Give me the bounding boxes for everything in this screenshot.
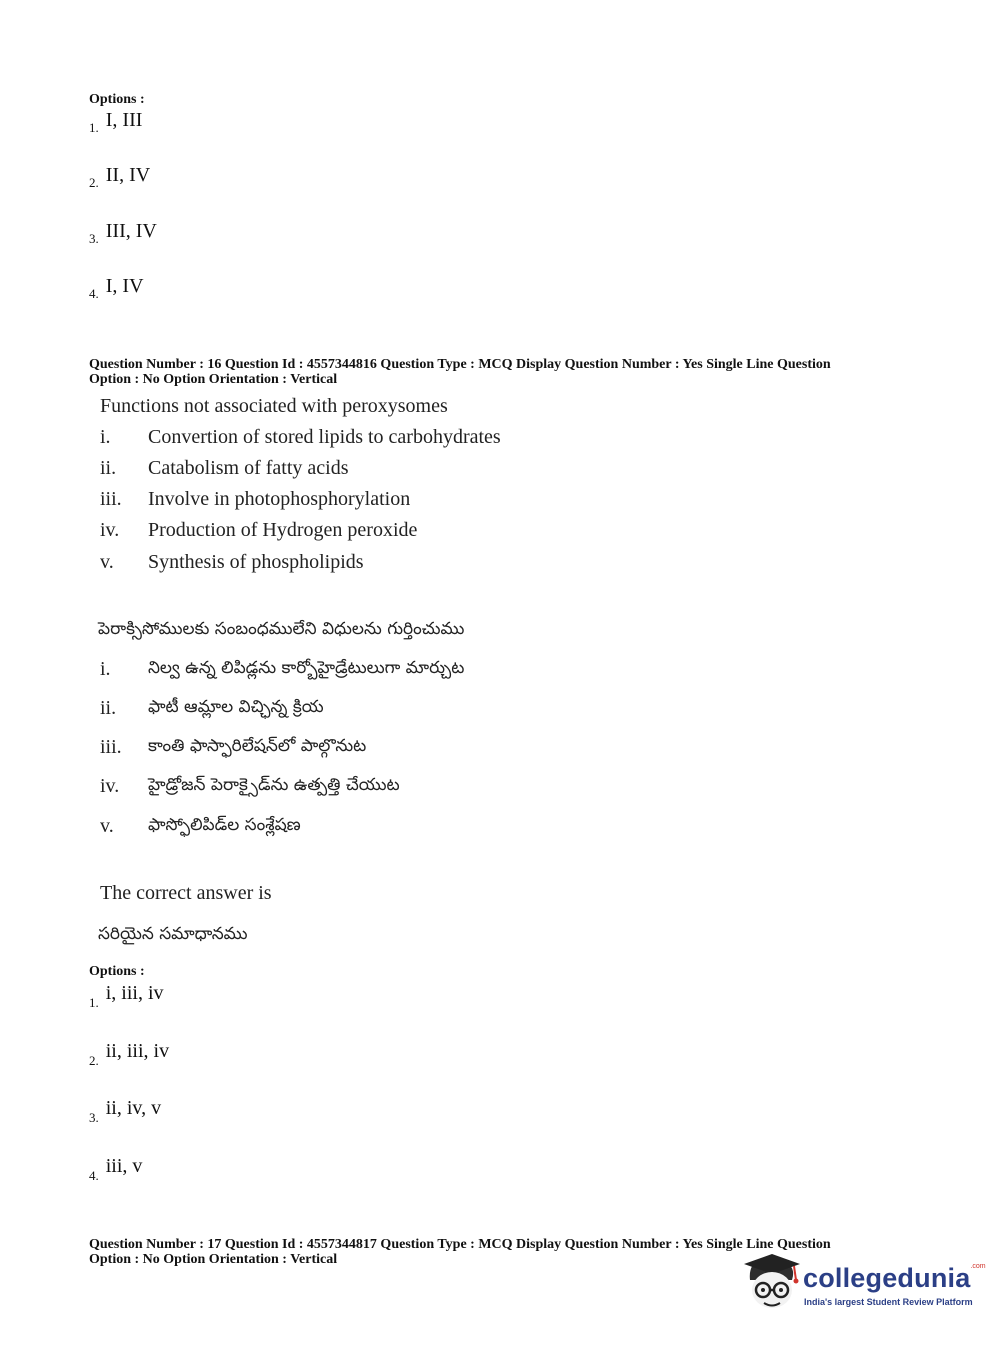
option-1[interactable]: [89, 982, 164, 1013]
option-number: 1.: [89, 120, 99, 135]
item-number: ii.: [100, 457, 117, 479]
item-number: i.: [100, 426, 111, 448]
question-meta-line-2: Option : No Option Orientation : Vertical: [89, 1252, 338, 1267]
option-number: 3.: [89, 1110, 99, 1125]
option-text: ii, iii, iv: [105, 1040, 170, 1062]
options-label: Options :: [89, 964, 145, 979]
question-item-en: [100, 551, 114, 574]
item-number: iii.: [100, 488, 122, 510]
option-number: 4.: [89, 286, 99, 301]
item-number: iii.: [100, 736, 122, 758]
option-4[interactable]: [89, 275, 144, 304]
logo-brand: collegedunia: [803, 1263, 971, 1293]
option-number: 1.: [89, 995, 99, 1010]
item-text-te: కాంతి ఫాస్ఫారిలేషన్‌లో పాల్గొనుట: [148, 736, 367, 756]
item-number: ii.: [100, 697, 117, 719]
question-meta-line-1: Question Number : 16 Question Id : 4557344816 Question Type : MCQ Display Question Number : Yes Single Line Question: [89, 357, 831, 372]
item-number: v.: [100, 551, 114, 573]
option-text: I, IV: [105, 275, 144, 297]
option-number: 2.: [89, 1053, 99, 1068]
option-3[interactable]: [89, 1097, 162, 1128]
item-number: v.: [100, 815, 114, 837]
question-heading-te: పెరాక్సిసోములకు సంబంధములేని విధులను గుర్తించుము: [98, 619, 465, 639]
item-text: Catabolism of fatty acids: [148, 457, 349, 479]
option-text: II, IV: [105, 164, 151, 186]
item-text-te: హైడ్రోజన్ పెరాక్సైడ్‌ను ఉత్పత్తి చేయుట: [148, 775, 400, 795]
option-number: 3.: [89, 231, 99, 246]
question-item-en: [100, 457, 116, 480]
option-4[interactable]: [89, 1155, 143, 1186]
item-text-te: నిల్వ ఉన్న లిపిడ్లను కార్బోహైడ్రేటులుగా మార్చుట: [148, 658, 465, 678]
options-label: Options :: [89, 92, 145, 107]
option-text: iii, v: [105, 1155, 143, 1177]
item-text: Involve in photophosphorylation: [148, 488, 411, 510]
option-2[interactable]: [89, 164, 151, 193]
logo-tld: .com: [970, 1263, 986, 1270]
logo-tagline: India's largest Student Review Platform: [804, 1297, 973, 1307]
student-mascot-icon: [742, 1250, 802, 1316]
item-text: Synthesis of phospholipids: [148, 551, 364, 573]
option-2[interactable]: [89, 1040, 170, 1071]
question-item-en: [100, 519, 119, 542]
collegedunia-logo: [742, 1250, 986, 1320]
option-text: ii, iv, v: [105, 1097, 162, 1119]
item-number: i.: [100, 658, 111, 680]
item-number: iv.: [100, 519, 120, 541]
answer-prompt-te: సరియైన సమాధానము: [98, 924, 248, 944]
item-text: Production of Hydrogen peroxide: [148, 519, 418, 541]
option-text: I, III: [105, 109, 143, 131]
item-text-te: ఫాటీ ఆమ్లాల విచ్ఛిన్న క్రియ: [148, 697, 324, 717]
option-text: III, IV: [105, 220, 157, 242]
item-text: Convertion of stored lipids to carbohydrates: [148, 426, 501, 448]
question-heading-en: Functions not associated with peroxysomes: [100, 395, 448, 417]
item-number: iv.: [100, 775, 120, 797]
option-3[interactable]: [89, 220, 157, 249]
answer-prompt-en: The correct answer is: [100, 882, 272, 904]
item-text-te: ఫాస్ఫోలిపిడ్‌ల సంశ్లేషణ: [148, 815, 301, 835]
question-item-en: [100, 488, 122, 511]
question-meta-line-1: Question Number : 17 Question Id : 4557344817 Question Type : MCQ Display Question Number : Yes Single Line Question: [89, 1237, 831, 1252]
option-number: 2.: [89, 175, 99, 190]
option-1[interactable]: [89, 109, 143, 138]
question-item-en: [100, 426, 111, 449]
option-number: 4.: [89, 1168, 99, 1183]
option-text: i, iii, iv: [105, 982, 164, 1004]
question-meta-line-2: Option : No Option Orientation : Vertical: [89, 372, 338, 387]
